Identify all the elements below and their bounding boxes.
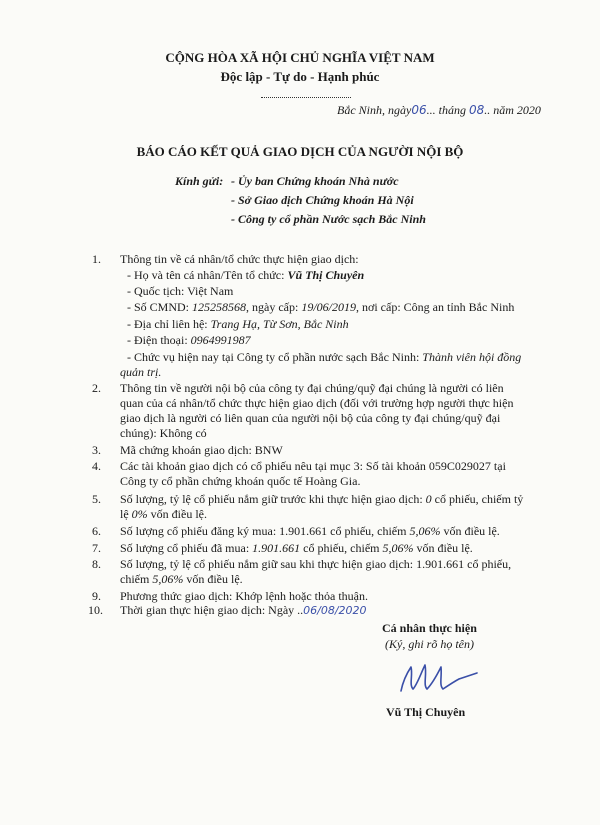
country-title: CỘNG HÒA XÃ HỘI CHỦ NGHĨA VIỆT NAM xyxy=(165,50,435,65)
section-7-number: 7. xyxy=(92,541,101,555)
name-value: Vũ Thị Chuyên xyxy=(287,268,365,282)
recipient-3: - Công ty cổ phần Nước sạch Bắc Ninh xyxy=(231,212,426,226)
report-title: BÁO CÁO KẾT QUẢ GIAO DỊCH CỦA NGƯỜI NỘI BỘ xyxy=(136,144,464,159)
section-1-title: Thông tin về cá nhân/tổ chức thực hiện giao dịch: xyxy=(120,252,359,266)
name-label: - Họ và tên cá nhân/Tên tổ chức: xyxy=(127,268,285,282)
phone-line xyxy=(127,333,251,348)
section-5-line-2 xyxy=(120,507,207,522)
section-8-line-1: Số lượng, tỷ lệ cổ phiếu nắm giữ sau khi thực hiện giao dịch: 1.901.661 cổ phiếu, xyxy=(120,557,512,571)
section-4-line-1: Các tài khoản giao dịch có cổ phiếu nêu tại mục 3: Số tài khoản 059C029027 tại xyxy=(120,459,506,473)
section-6-value-pct: 5,06% xyxy=(409,524,441,538)
section-2-line-2: quan của cá nhân/tổ chức thực hiện giao dịch (đối với trường hợp người thực hiện xyxy=(120,396,514,410)
signature-title: Cá nhân thực hiện xyxy=(382,621,477,635)
section-8-number: 8. xyxy=(92,557,101,571)
section-9-text: Phương thức giao dịch: Khớp lệnh hoặc thỏa thuận. xyxy=(120,589,368,603)
motto: Độc lập - Tự do - Hạnh phúc xyxy=(220,69,380,84)
section-2-line-3: giao dịch là người có liên quan của người nội bộ của công ty đại chúng/quỹ đại xyxy=(120,411,501,425)
section-4-number: 4. xyxy=(92,459,101,473)
section-5-text-d: lệ xyxy=(120,507,129,521)
address-line xyxy=(127,317,349,332)
date-day: 06 xyxy=(411,103,427,117)
address-label: - Địa chỉ liên hệ: xyxy=(127,317,208,331)
position-value-cont: quản trị. xyxy=(120,365,162,379)
date-year: năm 2020 xyxy=(493,103,541,117)
section-7-value-pct: 5,06% xyxy=(382,541,414,555)
phone-value: 0964991987 xyxy=(190,333,251,347)
section-2-number: 2. xyxy=(92,381,101,395)
id-line xyxy=(127,300,514,315)
section-8-value-pct: 5,06% xyxy=(152,572,184,586)
section-2-line-4: chúng): Không có xyxy=(120,426,207,440)
issue-label: , ngày cấp: xyxy=(246,300,299,314)
section-7-text-a: Số lượng cổ phiếu đã mua: xyxy=(120,541,250,555)
section-6-text-c: vốn điều lệ. xyxy=(443,524,500,538)
position-line xyxy=(127,350,521,365)
phone-label: - Điện thoại: xyxy=(127,333,188,347)
section-3-number: 3. xyxy=(92,443,101,457)
position-label: - Chức vụ hiện nay tại Công ty cổ phần nước sạch Bắc Ninh: xyxy=(127,350,420,364)
section-5-number: 5. xyxy=(92,492,101,506)
section-3-text: Mã chứng khoán giao dịch: BNW xyxy=(120,443,283,457)
section-9-number: 9. xyxy=(92,589,101,603)
signer-name: Vũ Thị Chuyên xyxy=(386,705,466,719)
name-line xyxy=(127,268,364,283)
section-7-value-shares: 1.901.661 xyxy=(252,541,301,555)
date-month: 08 xyxy=(468,103,485,117)
section-7-text-e: vốn điều lệ. xyxy=(416,541,473,555)
section-8-text-a: chiếm xyxy=(120,572,150,586)
recipient-1: - Ủy ban Chứng khoán Nhà nước xyxy=(231,174,399,188)
handwritten-signature xyxy=(395,655,485,697)
section-10-line: Thời gian thực hiện giao dịch: Ngày ..06/08/2020 xyxy=(120,603,367,617)
section-1-number: 1. xyxy=(92,252,101,266)
section-5-value-pct: 0% xyxy=(131,507,148,521)
section-10-text: Thời gian thực hiện giao dịch: Ngày xyxy=(120,603,295,617)
date-month-label: tháng xyxy=(438,103,466,117)
recipients-label: Kính gửi: xyxy=(175,174,224,188)
section-7-text-c: cổ phiếu, chiếm xyxy=(303,541,380,555)
issue-place: , nơi cấp: Công an tỉnh Bắc Ninh xyxy=(356,300,515,314)
section-5-line-1 xyxy=(120,492,523,507)
section-7-line xyxy=(120,541,473,556)
position-value: Thành viên hội đồng xyxy=(422,350,522,364)
section-6-number: 6. xyxy=(92,524,101,538)
section-8-line-2 xyxy=(120,572,243,587)
section-5-text-e: vốn điều lệ. xyxy=(150,507,207,521)
address-value: Trang Hạ, Từ Sơn, Bắc Ninh xyxy=(210,317,349,331)
nationality-line: - Quốc tịch: Việt Nam xyxy=(127,284,234,298)
section-2-line-1: Thông tin về người nội bộ của công ty đại chúng/quỹ đại chúng là người có liên xyxy=(120,381,504,395)
section-4-line-2: Công ty cổ phần chứng khoán quốc tế Hoàng Gia. xyxy=(120,474,361,488)
date-prefix: Bắc Ninh, ngày xyxy=(337,103,412,117)
id-value: 125258568 xyxy=(192,300,247,314)
recipient-2: - Sở Giao dịch Chứng khoán Hà Nội xyxy=(231,193,414,207)
section-6-line xyxy=(120,524,500,539)
header-separator xyxy=(261,97,351,98)
section-5-text-a: Số lượng, tỷ lệ cổ phiếu nắm giữ trước khi thực hiện giao dịch: xyxy=(120,492,423,506)
section-6-text-a: Số lượng cổ phiếu đăng ký mua: 1.901.661 cổ phiếu, chiếm xyxy=(120,524,407,538)
section-5-text-c: cổ phiếu, chiếm tỷ xyxy=(434,492,524,506)
date-line: Bắc Ninh, ngày06... tháng 08.. năm 2020 xyxy=(337,103,541,117)
section-10-number: 10. xyxy=(88,603,103,617)
issue-date: 19/06/2019 xyxy=(301,300,356,314)
section-8-text-c: vốn điều lệ. xyxy=(186,572,243,586)
signature-note: (Ký, ghi rõ họ tên) xyxy=(385,637,474,651)
section-10-handwritten-date: 06/08/2020 xyxy=(303,604,367,617)
section-5-value-shares: 0 xyxy=(425,492,432,506)
id-label: - Số CMND: xyxy=(127,300,190,314)
